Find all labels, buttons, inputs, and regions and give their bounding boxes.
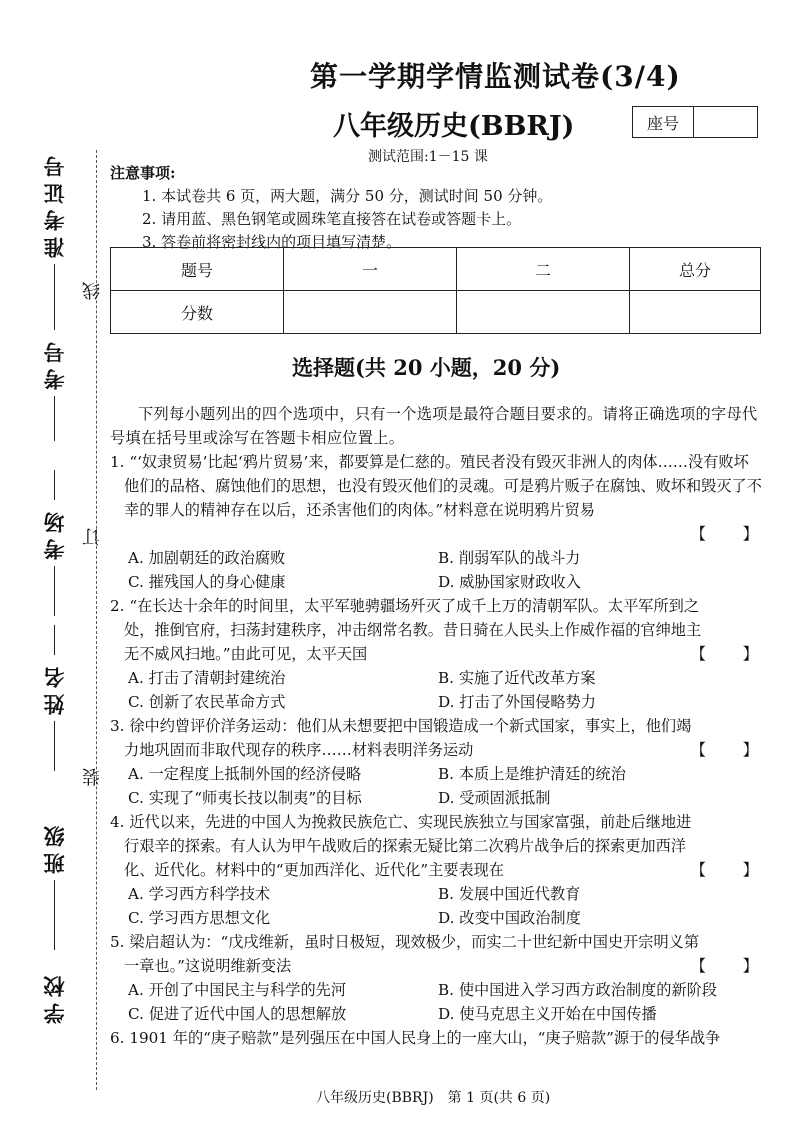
binding-margin bbox=[0, 0, 105, 1123]
question-stem: 【 】 2. “在长达十余年的时间里，太平军驰骋疆场歼灭了成千上万的清朝军队。太平军所到之处，推倒官府，扫荡封建秩序，冲击纲常名教。昔日骑在人民头上作威作福的官绅地主无不威风扫地。”由此可见，太平天国 bbox=[110, 594, 762, 666]
notice-section bbox=[110, 162, 552, 254]
answer-bracket[interactable]: 【 】 bbox=[690, 525, 774, 543]
option-a: A. 加剧朝廷的政治腐败 bbox=[128, 549, 286, 567]
seat-number-box[interactable] bbox=[632, 106, 758, 138]
question-2 bbox=[110, 594, 774, 714]
score-table-row bbox=[111, 291, 761, 334]
option-b: B. 削弱军队的战斗力 bbox=[438, 549, 581, 567]
seat-number-input[interactable] bbox=[694, 107, 757, 137]
exam-number-label: 准考证号 bbox=[42, 150, 67, 258]
question-5 bbox=[110, 930, 774, 1026]
option-b: B. 本质上是维护清廷的统治 bbox=[438, 765, 626, 783]
question-1 bbox=[110, 450, 774, 594]
notice-item: 2. 请用蓝、黑色钢笔或圆珠笔直接答在试卷或答题卡上。 bbox=[142, 210, 522, 228]
score-cell[interactable] bbox=[284, 291, 457, 334]
notice-item: 3. 答卷前将密封线内的项目填写清楚。 bbox=[142, 233, 402, 251]
answer-bracket[interactable]: 【 】 bbox=[690, 741, 774, 759]
option-d: D. 改变中国政治制度 bbox=[438, 909, 581, 927]
score-cell[interactable] bbox=[630, 291, 761, 334]
question-6 bbox=[110, 1026, 762, 1050]
class-field[interactable] bbox=[44, 820, 65, 950]
option-c: C. 学习西方思想文化 bbox=[128, 909, 271, 927]
class-label: 班级 bbox=[42, 820, 67, 874]
page-footer: 八年级历史(BBRJ) 第 1 页(共 6 页) bbox=[316, 1090, 551, 1106]
answer-bracket[interactable]: 【 】 bbox=[690, 957, 774, 975]
exam-title: 第一学期学情监测试卷(3/4) bbox=[310, 60, 681, 93]
section-title: 选择题(共 20 小题，20 分) bbox=[292, 355, 561, 380]
option-b: B. 实施了近代改革方案 bbox=[438, 669, 596, 687]
candidate-number-field[interactable] bbox=[44, 290, 65, 441]
option-a: A. 打击了清朝封建统治 bbox=[128, 669, 286, 687]
notice-title: 注意事项: bbox=[110, 164, 176, 182]
name-field[interactable] bbox=[44, 625, 65, 771]
score-table bbox=[110, 247, 761, 334]
question-stem: 1. “‘奴隶贸易’比起‘鸦片贸易’来，都要算是仁慈的。殖民者没有毁灭非洲人的肉体……没有败坏他们的品格、腐蚀他们的思想，也没有毁灭他们的灵魂。可是鸦片贩子在腐蚀、败坏和毁灭了不幸的罪人的精神存在以后，还杀害他们的肉体。”材料意在说明鸦片贸易 【 】 bbox=[110, 450, 762, 546]
option-c: C. 摧残国人的身心健康 bbox=[128, 573, 286, 591]
name-label: 姓名 bbox=[42, 661, 67, 715]
seal-line-char: 装 bbox=[82, 768, 103, 786]
question-4 bbox=[110, 810, 774, 930]
option-c: C. 创新了农民革命方式 bbox=[128, 693, 286, 711]
score-table-header: 总分 bbox=[630, 248, 761, 291]
question-stem: 6. 1901 年的“庚子赔款”是列强压在中国人民身上的一座大山，“庚子赔款”源于的侵华战争 bbox=[110, 1029, 721, 1047]
question-stem: 【 】 5. 梁启超认为：“戊戌维新，虽时日极短，现效极少，而实二十世纪新中国史开宗明义第一章也。”这说明维新变法 bbox=[110, 930, 762, 978]
score-table-header: 题号 bbox=[111, 248, 284, 291]
test-range: 测试范围:1－15 课 bbox=[368, 149, 488, 165]
score-cell[interactable] bbox=[457, 291, 630, 334]
score-row-label: 分数 bbox=[111, 291, 284, 334]
school-label: 学校 bbox=[42, 970, 67, 1024]
question-3 bbox=[110, 714, 774, 810]
exam-room-field[interactable] bbox=[44, 470, 65, 616]
option-c: C. 促进了近代中国人的思想解放 bbox=[128, 1005, 347, 1023]
option-a: A. 一定程度上抵制外国的经济侵略 bbox=[128, 765, 362, 783]
answer-bracket[interactable]: 【 】 bbox=[690, 861, 774, 879]
section-instructions: 下列每小题列出的四个选项中，只有一个选项是最符合题目要求的。请将正确选项的字母代号填在括号里或涂写在答题卡相应位置上。 bbox=[110, 405, 758, 447]
option-d: D. 打击了外国侵略势力 bbox=[438, 693, 596, 711]
question-stem: 【 】 3. 徐中约曾评价洋务运动：他们从未想要把中国锻造成一个新式国家，事实上，他们竭力地巩固而非取代现存的秩序……材料表明洋务运动 bbox=[110, 714, 762, 762]
option-a: A. 学习西方科学技术 bbox=[128, 885, 271, 903]
exam-number-field[interactable] bbox=[44, 150, 65, 294]
score-table-header: 一 bbox=[284, 248, 457, 291]
exam-room-label: 考场 bbox=[42, 506, 67, 560]
subject-title: 八年级历史(BBRJ) bbox=[333, 111, 575, 142]
score-table-header: 二 bbox=[457, 248, 630, 291]
option-d: D. 威胁国家财政收入 bbox=[438, 573, 581, 591]
option-b: B. 使中国进入学习西方政治制度的新阶段 bbox=[438, 981, 718, 999]
answer-bracket[interactable]: 【 】 bbox=[690, 645, 774, 663]
option-a: A. 开创了中国民主与科学的先河 bbox=[128, 981, 347, 999]
question-stem: 【 】 4. 近代以来，先进的中国人为挽救民族危亡、实现民族独立与国家富强，前赴后继地进行艰辛的探索。有人认为甲午战败后的探索无疑比第二次鸦片战争后的探索更加西洋化、近代化。材料中的“更加西洋化、近代化”主要表现在 bbox=[110, 810, 762, 882]
seat-number-label: 座号 bbox=[633, 107, 694, 137]
option-c: C. 实现了“师夷长技以制夷”的目标 bbox=[128, 789, 362, 807]
question-list bbox=[110, 402, 774, 1050]
seal-line-char: 线 bbox=[82, 282, 103, 300]
seal-line-char: 订 bbox=[82, 528, 103, 546]
score-table-header-row bbox=[111, 248, 761, 291]
candidate-number-label: 考号 bbox=[42, 336, 67, 390]
notice-item: 1. 本试卷共 6 页，两大题，满分 50 分，测试时间 50 分钟。 bbox=[142, 187, 553, 205]
option-d: D. 使马克思主义开始在中国传播 bbox=[438, 1005, 657, 1023]
option-b: B. 发展中国近代教育 bbox=[438, 885, 581, 903]
option-d: D. 受顽固派抵制 bbox=[438, 789, 551, 807]
school-field[interactable] bbox=[44, 970, 65, 1024]
